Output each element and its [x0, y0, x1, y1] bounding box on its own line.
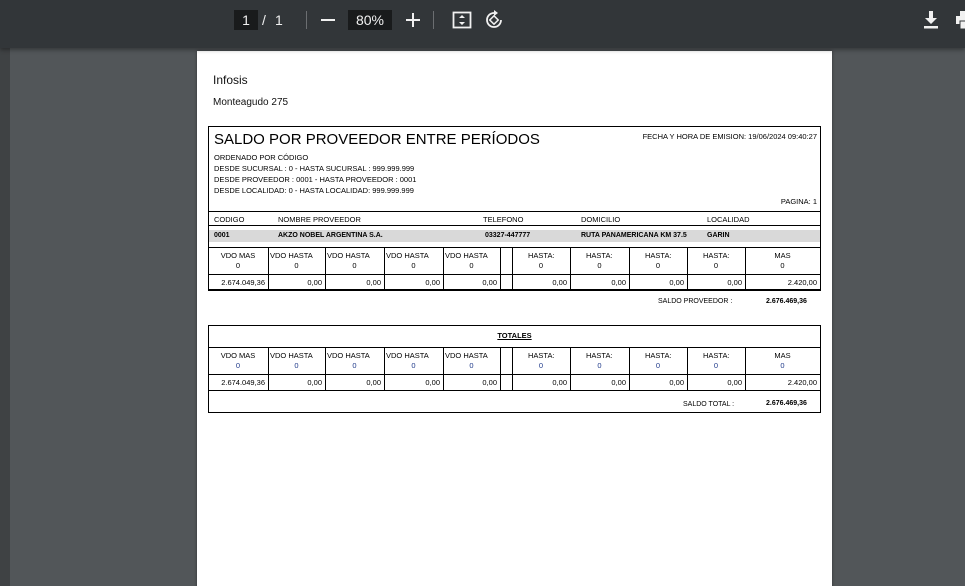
fit-page-button[interactable]	[450, 8, 474, 32]
totals-aging-grid	[208, 347, 821, 391]
provider-localidad: GARIN	[707, 232, 730, 239]
provider-grid-col-label: VDO HASTA	[270, 251, 313, 260]
header-nombre: NOMBRE PROVEEDOR	[278, 215, 361, 224]
provider-grid-col-label: VDO MAS	[220, 251, 256, 260]
totals-grid-col-sub: 0	[713, 361, 719, 370]
filter-localidad: DESDE LOCALIDAD: 0 - HASTA LOCALIDAD: 999.999.999	[214, 186, 414, 195]
totals-grid-value-cell: 2.674.049,36	[221, 378, 265, 387]
provider-grid-col-label: HASTA:	[703, 251, 730, 260]
page-number-input[interactable]: 1	[234, 10, 258, 30]
provider-grid-col-sub: 0	[597, 261, 602, 270]
report-title: SALDO POR PROVEEDOR ENTRE PERÍODOS	[214, 131, 540, 148]
page-label: PAGINA: 1	[780, 197, 817, 206]
filter-sucursal: DESDE SUCURSAL : 0 - HASTA SUCURSAL : 999.999.999	[214, 164, 415, 173]
provider-grid-col-label: VDO HASTA	[386, 251, 429, 260]
totals-grid-col-label: HASTA:	[586, 351, 613, 360]
totals-grid-col-sub: 0	[597, 361, 602, 370]
provider-grid-col-line	[820, 247, 821, 291]
totals-grid-row-divider	[208, 374, 820, 375]
totals-grid-col-label: VDO HASTA	[445, 351, 488, 360]
provider-grid-row-divider	[208, 274, 820, 275]
totals-grid-col-sub: 0	[538, 361, 544, 370]
saldo-proveedor-value: 2.676.469,36	[766, 298, 807, 305]
totals-grid-value-cell: 0,00	[482, 378, 497, 387]
totals-grid-col-label: HASTA:	[645, 351, 672, 360]
totals-grid-col-sub: 0	[780, 361, 785, 370]
provider-grid-col-sub: 0	[655, 261, 661, 270]
filter-proveedor: DESDE PROVEEDOR : 0001 - HASTA PROVEEDOR : 0001	[214, 175, 417, 184]
provider-grid-value-cell: 0,00	[552, 278, 567, 287]
totals-grid-value-cell: 0,00	[611, 378, 626, 387]
provider-telefono: 03327-447777	[485, 232, 531, 239]
provider-grid-value-cell: 0,00	[669, 278, 684, 287]
provider-grid-col-label: HASTA:	[645, 251, 672, 260]
zoom-out-button[interactable]	[316, 8, 340, 32]
provider-grid-value-cell: 0,00	[366, 278, 381, 287]
totals-grid-col-label: VDO MAS	[220, 351, 256, 360]
header-codigo: CODIGO	[214, 215, 245, 224]
plus-icon	[406, 13, 420, 27]
provider-grid-value-cell: 0,00	[611, 278, 626, 287]
provider-aging-grid	[208, 247, 821, 291]
provider-grid-col-sub: 0	[411, 261, 416, 270]
company-name: Infosis	[213, 73, 248, 87]
saldo-total-value: 2.676.469,36	[766, 400, 807, 407]
company-address: Monteagudo 275	[213, 97, 289, 108]
page-separator: /	[262, 12, 266, 28]
totals-grid-value-cell: 0,00	[425, 378, 440, 387]
provider-grid-value-cell: 0,00	[307, 278, 322, 287]
provider-domicilio: RUTA PANAMERICANA KM 37.5	[581, 232, 687, 239]
rotate-button[interactable]	[482, 8, 506, 32]
totals-grid-col-sub: 0	[352, 361, 357, 370]
saldo-total-label: SALDO TOTAL :	[683, 401, 735, 408]
totals-grid-value-cell: 2.420,00	[787, 378, 817, 387]
saldo-proveedor-label: SALDO PROVEEDOR :	[658, 298, 733, 305]
table-header	[209, 211, 820, 226]
provider-grid-col-sub: 0	[469, 261, 474, 270]
totals-grid-col-label: HASTA:	[703, 351, 730, 360]
provider-grid-value-cell: 0,00	[425, 278, 440, 287]
provider-grid-col-label: VDO HASTA	[327, 251, 370, 260]
provider-grid-col-sub: 0	[713, 261, 719, 270]
total-pages: 1	[275, 12, 283, 28]
provider-grid-col-label: MAS	[774, 251, 791, 260]
totals-grid-col-line	[820, 347, 821, 391]
provider-grid-col-sub: 0	[352, 261, 357, 270]
totals-grid-col-line	[500, 347, 501, 391]
provider-grid-col-sub: 0	[780, 261, 785, 270]
provider-grid-value-cell: 2.420,00	[787, 278, 817, 287]
totals-grid-col-sub: 0	[469, 361, 474, 370]
toolbar-divider	[433, 11, 434, 29]
provider-grid-col-sub: 0	[294, 261, 299, 270]
provider-grid-col-sub: 0	[538, 261, 544, 270]
totals-grid-value-cell: 0,00	[669, 378, 684, 387]
totals-grid-value-cell: 0,00	[366, 378, 381, 387]
rotate-icon	[484, 10, 504, 30]
sidebar-edge	[0, 48, 10, 586]
totals-grid-col-sub: 0	[294, 361, 299, 370]
provider-grid-value-cell: 2.674.049,36	[221, 278, 265, 287]
totals-grid-value-cell: 0,00	[552, 378, 567, 387]
totals-grid-col-label: VDO HASTA	[327, 351, 370, 360]
emission-datetime: FECHA Y HORA DE EMISION: 19/06/2024 09:40:27	[642, 132, 817, 141]
minus-icon	[321, 13, 335, 27]
provider-grid-col-label: VDO HASTA	[445, 251, 488, 260]
print-button[interactable]	[953, 8, 965, 32]
totals-grid-bottom-border	[208, 390, 820, 391]
provider-nombre: AKZO NOBEL ARGENTINA S.A.	[278, 232, 383, 239]
pdf-toolbar	[0, 0, 965, 48]
totals-grid-col-label: VDO HASTA	[270, 351, 313, 360]
provider-grid-col-label: HASTA:	[586, 251, 613, 260]
provider-grid-value-cell: 0,00	[482, 278, 497, 287]
provider-grid-col-line	[500, 247, 501, 291]
totals-grid-col-sub: 0	[411, 361, 416, 370]
totals-grid-col-sub: 0	[235, 361, 241, 370]
provider-grid-top-border	[208, 247, 820, 248]
filter-order: ORDENADO POR CÓDIGO	[214, 153, 309, 162]
fit-page-icon	[452, 11, 472, 29]
document-viewer[interactable]	[0, 48, 965, 586]
header-telefono: TELEFONO	[483, 215, 524, 224]
download-button[interactable]	[919, 8, 943, 32]
zoom-input[interactable]: 80%	[348, 10, 392, 30]
provider-row	[209, 230, 820, 242]
totals-grid-col-sub: 0	[655, 361, 661, 370]
provider-grid-value-cell: 0,00	[727, 278, 742, 287]
header-domicilio: DOMICILIO	[581, 215, 621, 224]
zoom-in-button[interactable]	[401, 8, 425, 32]
totals-grid-top-border	[208, 347, 820, 348]
totals-grid-value-cell: 0,00	[307, 378, 322, 387]
provider-codigo: 0001	[214, 232, 230, 239]
totals-grid-value-cell: 0,00	[727, 378, 742, 387]
provider-grid-col-label: HASTA:	[528, 251, 555, 260]
provider-grid-bottom-border	[208, 290, 820, 291]
toolbar-divider	[306, 11, 307, 29]
provider-grid-col-sub: 0	[235, 261, 241, 270]
totals-grid-col-label: VDO HASTA	[386, 351, 429, 360]
pdf-page	[197, 51, 832, 586]
header-localidad: LOCALIDAD	[707, 215, 750, 224]
totales-heading: TOTALES	[497, 331, 532, 340]
totals-grid-col-label: MAS	[774, 351, 791, 360]
totals-grid-col-label: HASTA:	[528, 351, 555, 360]
printer-icon	[956, 11, 965, 29]
download-icon	[923, 11, 939, 29]
